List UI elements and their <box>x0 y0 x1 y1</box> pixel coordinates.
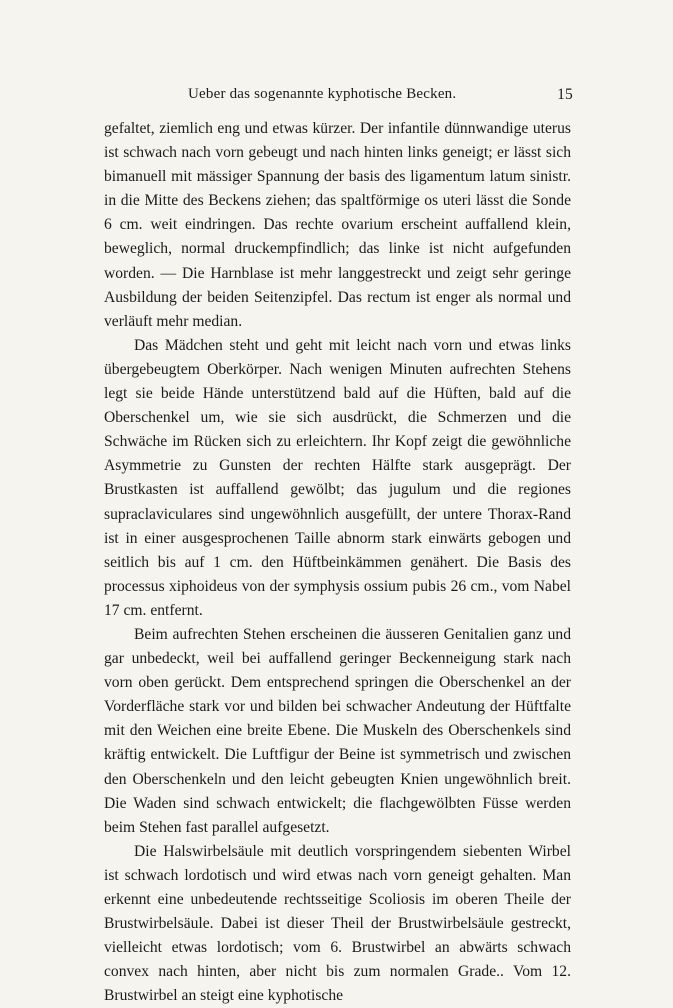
paragraph-1: gefaltet, ziemlich eng und etwas kürzer. Der infantile dünnwandige uterus ist schwach nach vorn gebeugt und nach hinten links geneigt; er lässt sich bimanuell mit mässiger Spannung der basis des ligamentum latum sinistr. in die Mitte des Beckens ziehen; das spaltförmige os uteri lässt die Sonde 6 cm. weit eindringen. Das rechte ovarium erscheint auffallend klein, beweglich, normal druckempfindlich; das linke ist nicht aufgefunden worden. — Die Harnblase ist mehr langgestreckt und zeigt sehr geringe Ausbildung der beiden Seitenzipfel. Das rectum ist enger als normal und verläuft mehr median. <box>104 120 571 330</box>
page-number: 15 <box>557 86 573 103</box>
paragraph-4: Die Halswirbelsäule mit deutlich vorspringendem siebenten Wirbel ist schwach lordotisch und wird etwas nach vorn geneigt gehalten. Man erkennt eine unbedeutende rechtsseitige Scoliosis im oberen Theile der Brustwirbelsäule. Dabei ist dieser Theil der Brustwirbelsäule gestreckt, vielleicht etwas lordotisch; vom 6. Brustwirbel an abwärts schwach convex nach hinten, aber nicht bis zum normalen Grade.. Vom 12. Brustwirbel an steigt eine kyphotische <box>104 842 571 1005</box>
body-text <box>104 117 571 1008</box>
running-title: Ueber das sogenannte kyphotische Becken. <box>188 86 457 102</box>
running-head <box>104 86 573 110</box>
paragraph-2: Das Mädchen steht und geht mit leicht nach vorn und etwas links übergebeugtem Oberkörper. Nach wenigen Minuten aufrechten Stehens legt sie beide Hände unterstützend bald auf die Hüften, bald auf die Oberschenkel um, wie sie sich ausdrückt, die Schmerzen und die Schwäche im Rücken sich zu erleichtern. Ihr Kopf zeigt die gewöhnliche Asymmetrie zu Gunsten der rechten Hälfte stark ausgeprägt. Der Brustkasten ist auffallend gewölbt; das jugulum und die regiones supraclaviculares sind ungewöhnlich ausgefüllt, der untere Thorax-Rand ist in einer ausgesprochenen Taille abnorm stark einwärts gebogen und seitlich bis auf 1 cm. den Hüftbeinkämmen genähert. Die Basis des processus xiphoideus von der symphysis ossium pubis 26 cm., vom Nabel 17 cm. entfernt. <box>104 336 571 619</box>
paragraph-3: Beim aufrechten Stehen erscheinen die äusseren Genitalien ganz und gar unbedeckt, weil bei auffallend geringer Beckenneigung stark nach vorn oben gerückt. Dem entsprechend springen die Oberschenkel an der Vorderfläche stark vor und bilden bei schwacher Andeutung der Hüftfalte mit den Weichen eine breite Ebene. Die Muskeln des Oberschenkels sind kräftig entwickelt. Die Luftfigur der Beine ist symmetrisch und zwischen den Oberschenkeln und den leicht gebeugten Knien ungewöhnlich breit. Die Waden sind schwach entwickelt; die flachgewölbten Füsse werden beim Stehen fast parallel aufgesetzt. <box>104 625 571 836</box>
